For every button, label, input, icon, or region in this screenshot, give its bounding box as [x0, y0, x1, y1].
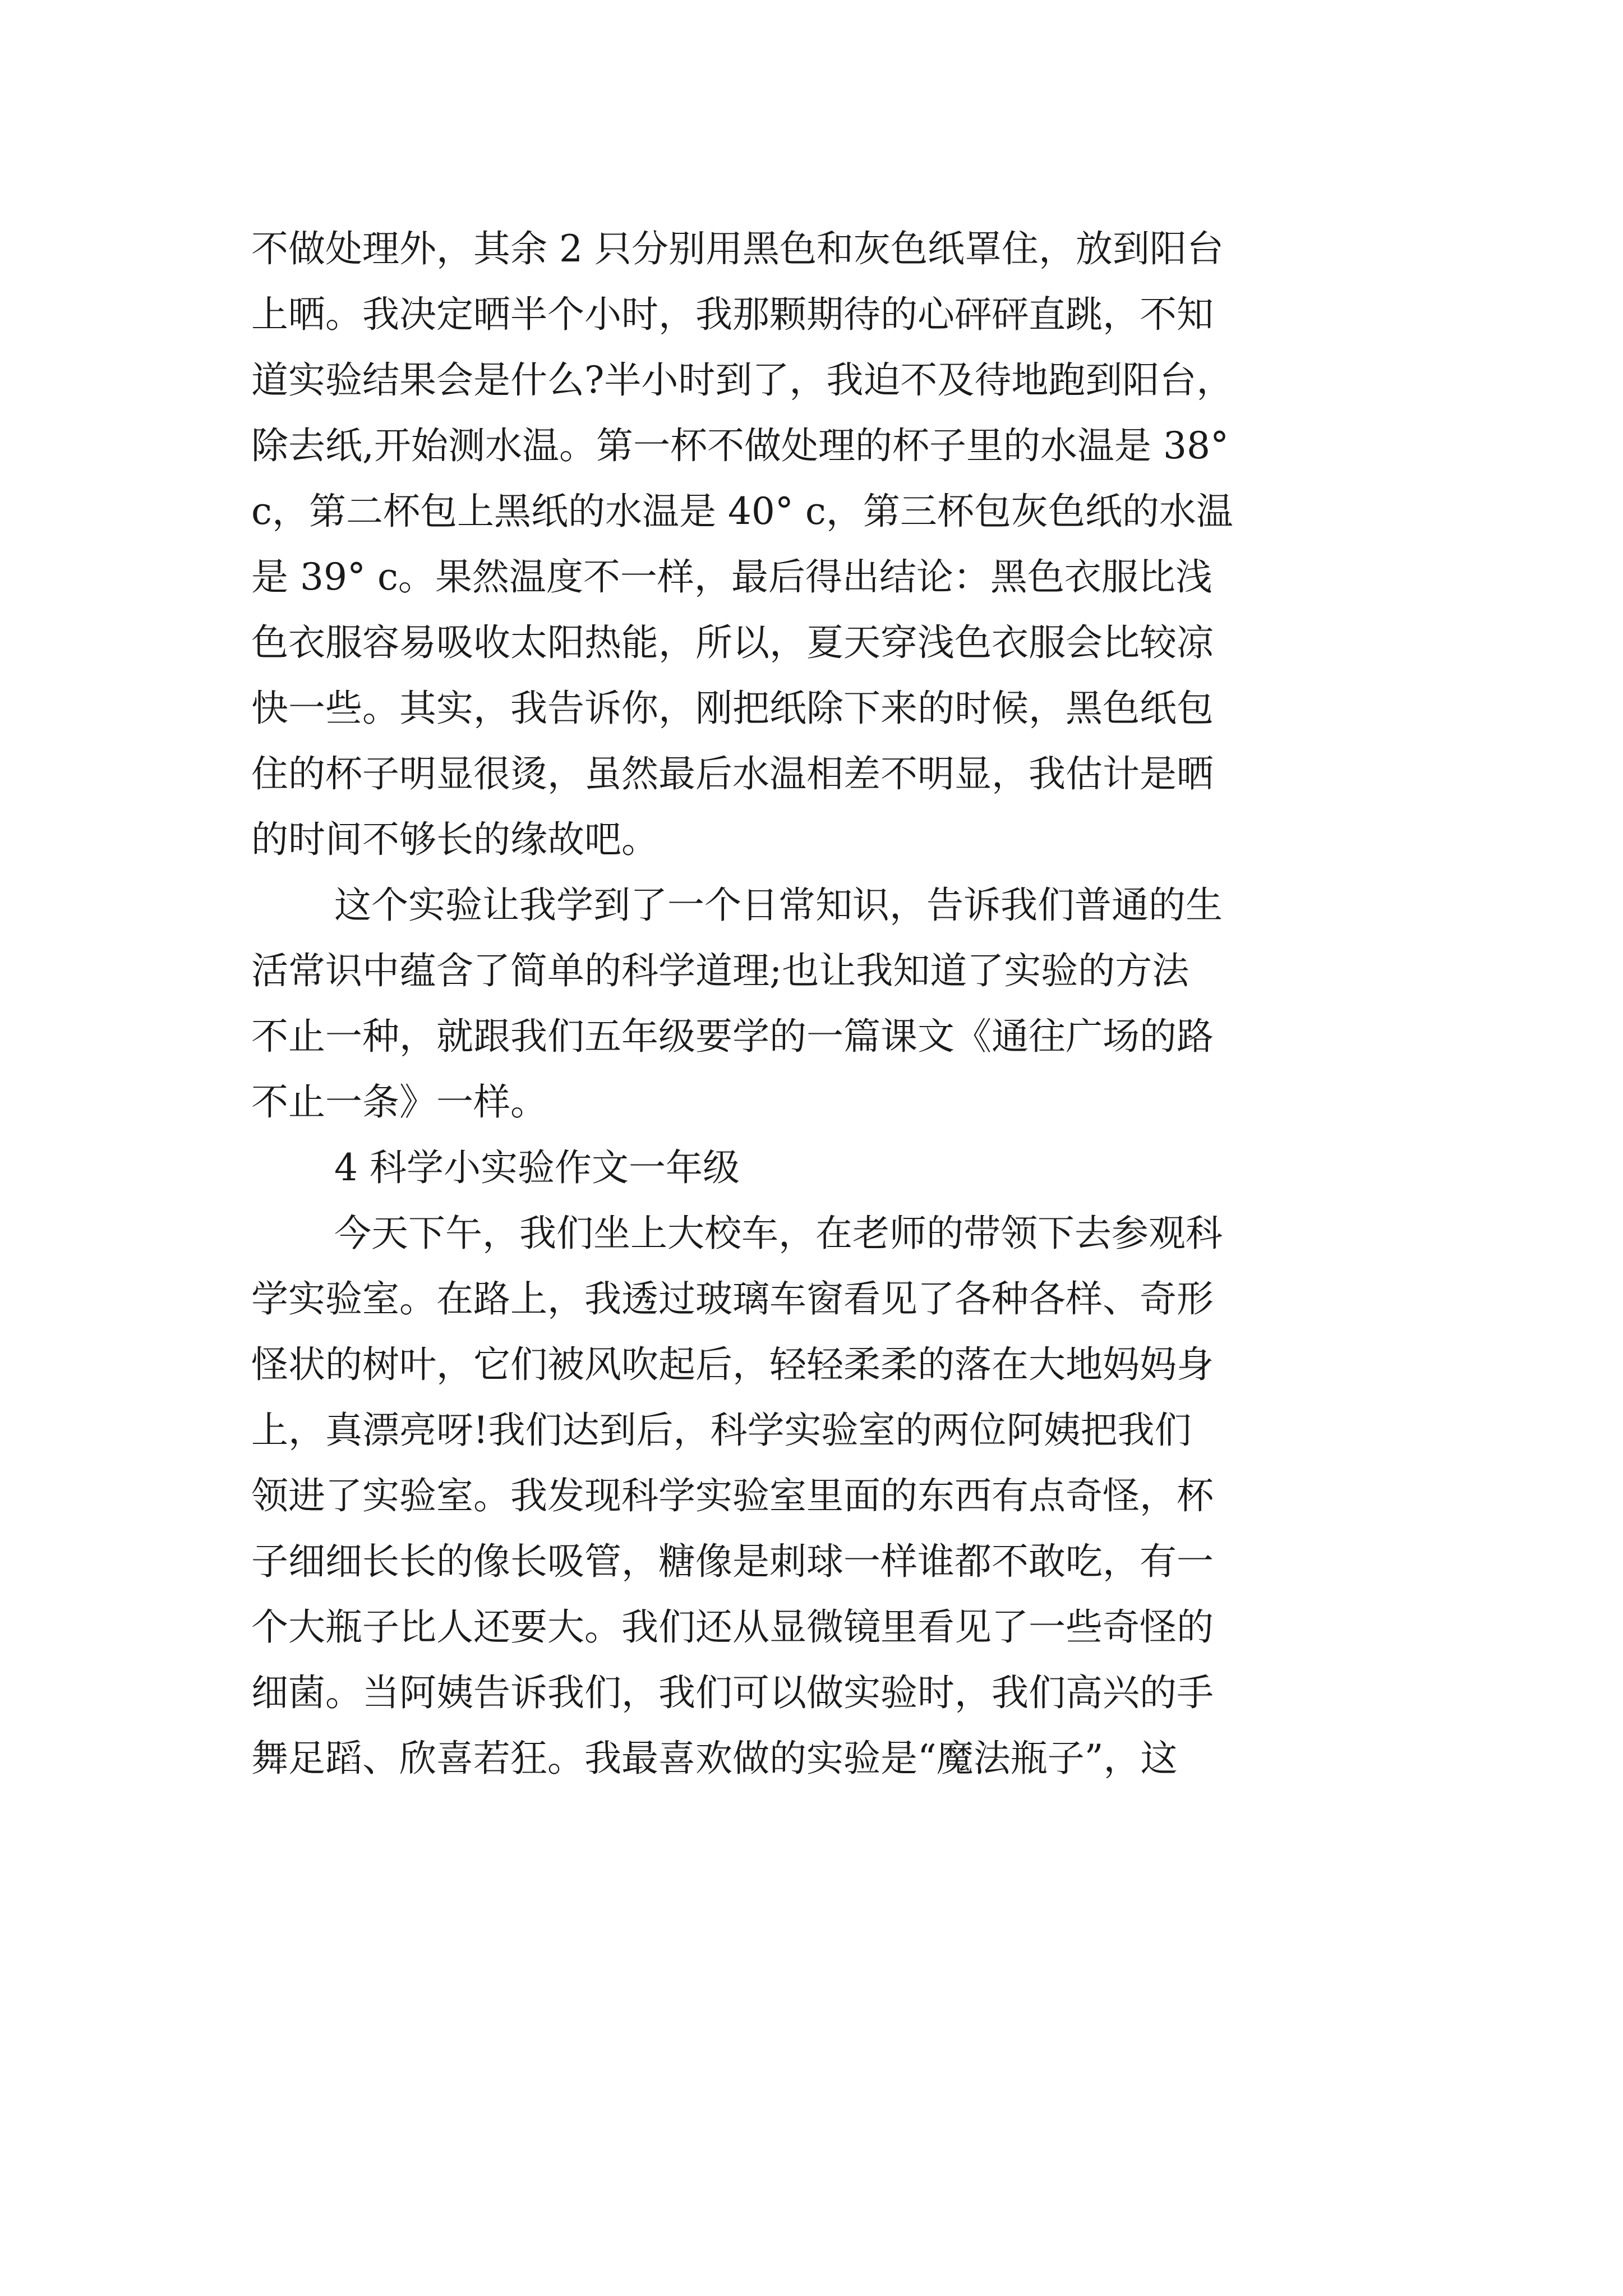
paragraph-line: 不止一种，就跟我们五年级要学的一篇课文《通往广场的路: [251, 1015, 1214, 1058]
paragraph-line: 细菌。当阿姨告诉我们，我们可以做实验时，我们高兴的手: [251, 1671, 1214, 1714]
paragraph-line: 的时间不够长的缘故吧。: [251, 818, 658, 861]
paragraph-line: 活常识中蕴含了简单的科学道理;也让我知道了实验的方法: [251, 949, 1189, 992]
paragraph-line: 今天下午，我们坐上大校车，在老师的带领下去参观科: [334, 1212, 1223, 1255]
paragraph-line: 怪状的树叶，它们被风吹起后，轻轻柔柔的落在大地妈妈身: [251, 1343, 1214, 1386]
paragraph-line: 学实验室。在路上，我透过玻璃车窗看见了各种各样、奇形: [251, 1277, 1214, 1320]
paragraph-line: 色衣服容易吸收太阳热能，所以，夏天穿浅色衣服会比较凉: [251, 621, 1214, 664]
paragraph-line: 是 39° c。果然温度不一样，最后得出结论：黑色衣服比浅: [251, 555, 1212, 599]
paragraph-line: 快一些。其实，我告诉你，刚把纸除下来的时候，黑色纸包: [251, 687, 1214, 730]
paragraph-line: 不止一条》一样。: [251, 1080, 547, 1124]
paragraph-line: 子细细长长的像长吸管，糖像是刺球一样谁都不敢吃，有一: [251, 1540, 1214, 1583]
paragraph-line: 除去纸,开始测水温。第一杯不做处理的杯子里的水温是 38°: [251, 424, 1229, 467]
paragraph-line: 道实验结果会是什么?半小时到了，我迫不及待地跑到阳台，: [251, 358, 1234, 402]
paragraph-line: c，第二杯包上黑纸的水温是 40° c，第三杯包灰色纸的水温: [251, 490, 1233, 533]
document-body: [251, 216, 1418, 1791]
paragraph-line: 舞足蹈、欣喜若狂。我最喜欢做的实验是“魔法瓶子”，这: [251, 1737, 1178, 1780]
paragraph-line: 个大瓶子比人还要大。我们还从显微镜里看见了一些奇怪的: [251, 1605, 1214, 1649]
section-heading: 4 科学小实验作文一年级: [334, 1146, 740, 1189]
paragraph-line: 不做处理外，其余 2 只分别用黑色和灰色纸罩住，放到阳台: [251, 227, 1224, 270]
paragraph-line: 住的杯子明显很烫，虽然最后水温相差不明显，我估计是晒: [251, 752, 1214, 795]
paragraph-line: 这个实验让我学到了一个日常知识，告诉我们普通的生: [334, 884, 1223, 927]
paragraph-line: 领进了实验室。我发现科学实验室里面的东西有点奇怪，杯: [251, 1474, 1214, 1517]
paragraph-line: 上，真漂亮呀!我们达到后，科学实验室的两位阿姨把我们: [251, 1409, 1192, 1452]
paragraph-line: 上晒。我决定晒半个小时，我那颗期待的心砰砰直跳，不知: [251, 293, 1214, 336]
